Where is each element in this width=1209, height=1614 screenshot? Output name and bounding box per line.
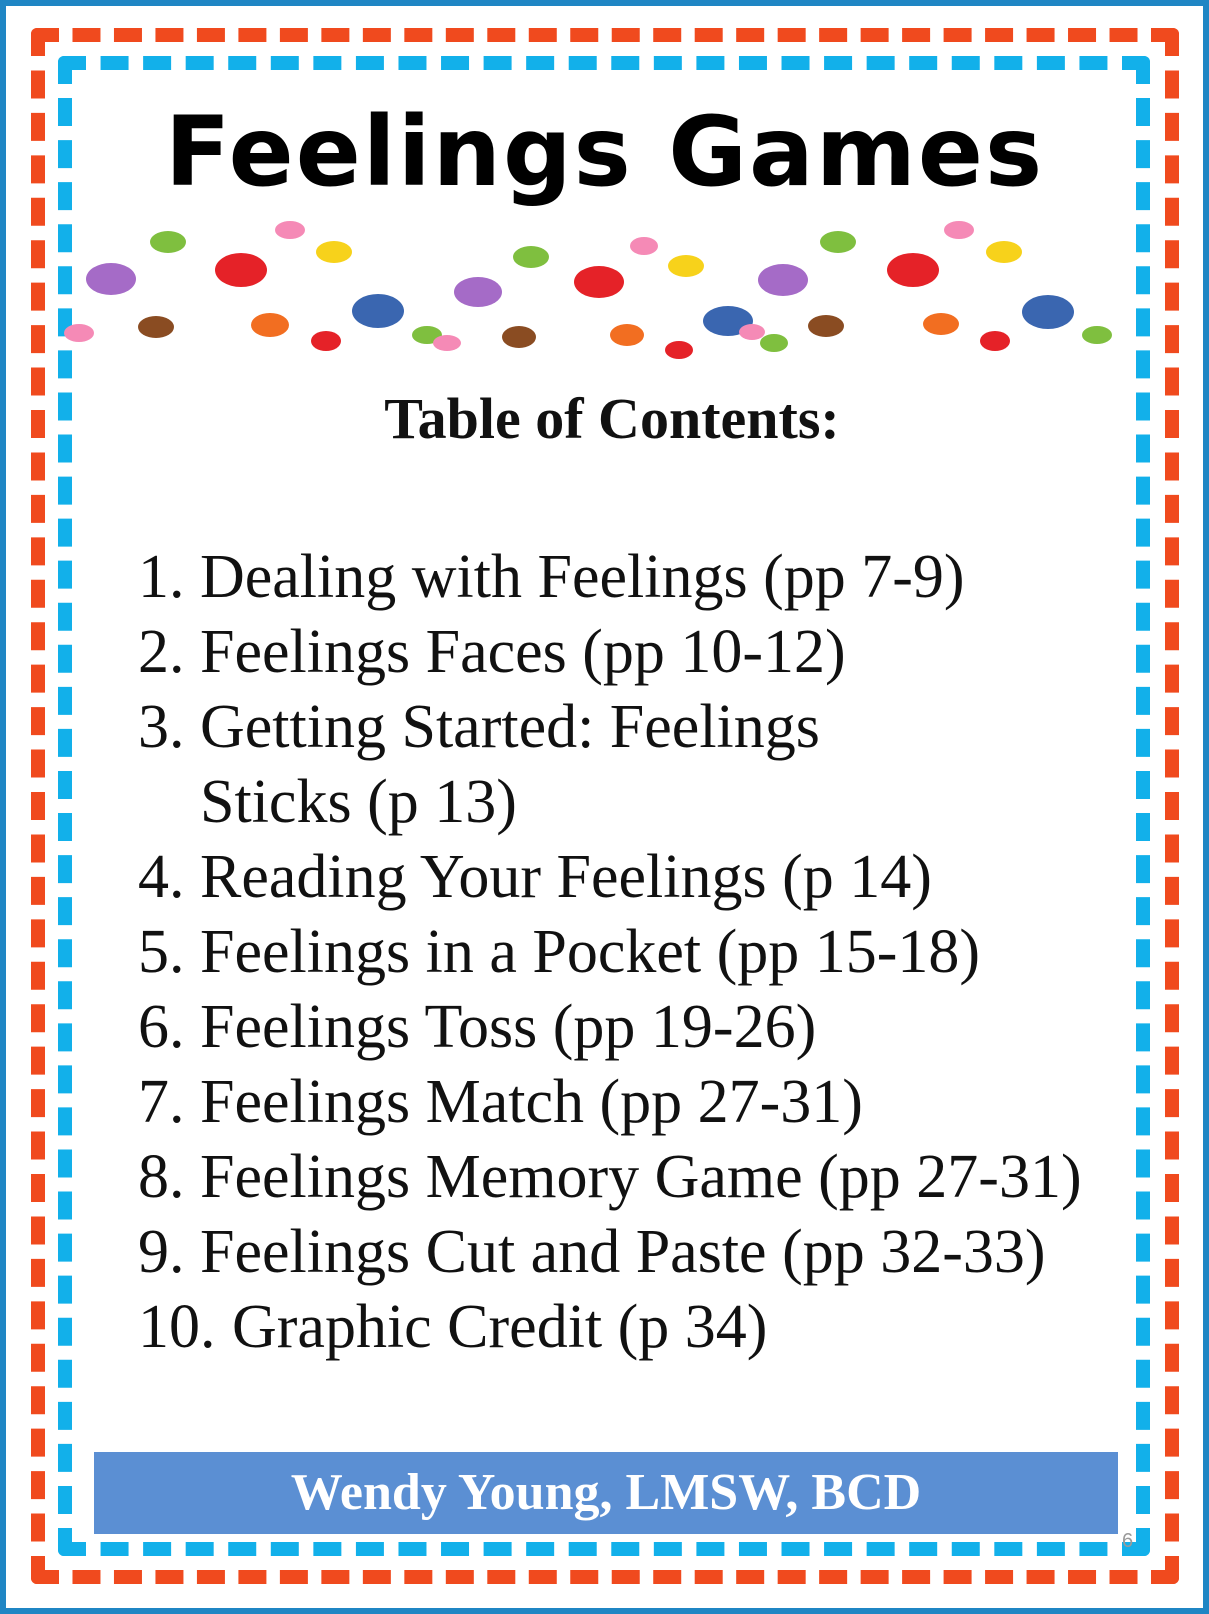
toc-item-number: 1. bbox=[138, 543, 185, 611]
toc-item-text: Reading Your Feelings (p 14) bbox=[200, 843, 932, 911]
toc-item-number: 7. bbox=[138, 1068, 185, 1136]
toc-item-number: 3. bbox=[138, 693, 185, 761]
toc-item-number: 6. bbox=[138, 993, 185, 1061]
toc-item bbox=[138, 915, 1098, 990]
toc-item bbox=[138, 990, 1098, 1065]
toc-item-number: 9. bbox=[138, 1218, 185, 1286]
toc-item bbox=[138, 1140, 1098, 1215]
toc-item-text: Feelings in a Pocket (pp 15-18) bbox=[200, 918, 981, 986]
toc-item-number: 8. bbox=[138, 1143, 185, 1211]
toc-item-text: Feelings Faces (pp 10-12) bbox=[200, 618, 846, 686]
toc-item-text: Getting Started: Feelings Sticks (p 13) bbox=[200, 693, 820, 836]
toc-item-text: Feelings Memory Game (pp 27-31) bbox=[200, 1143, 1082, 1211]
toc-item bbox=[138, 540, 1098, 615]
toc-item bbox=[138, 840, 1098, 915]
toc-item bbox=[138, 1290, 1098, 1365]
author-name: Wendy Young, LMSW, BCD bbox=[290, 1464, 922, 1521]
toc-item-text: Dealing with Feelings (pp 7-9) bbox=[200, 543, 965, 611]
toc-item bbox=[138, 1065, 1098, 1140]
toc-item-number: 5. bbox=[138, 918, 185, 986]
toc-item-text: Feelings Match (pp 27-31) bbox=[200, 1068, 863, 1136]
page-title: Feelings Games bbox=[164, 96, 1045, 208]
toc-item bbox=[138, 1215, 1098, 1290]
toc-item-number: 4. bbox=[138, 843, 185, 911]
author-banner bbox=[94, 1452, 1118, 1534]
toc-item bbox=[138, 690, 1098, 840]
toc-item-text: Feelings Toss (pp 19-26) bbox=[200, 993, 817, 1061]
toc-item-text: Graphic Credit (p 34) bbox=[232, 1293, 768, 1361]
toc-heading: Table of Contents: bbox=[384, 386, 840, 451]
page-number: 6 bbox=[1122, 1530, 1134, 1552]
toc-item-number: 10. bbox=[138, 1293, 216, 1361]
toc-item-number: 2. bbox=[138, 618, 185, 686]
toc-item-text: Feelings Cut and Paste (pp 32-33) bbox=[200, 1218, 1046, 1286]
toc-item bbox=[138, 615, 1098, 690]
toc-list bbox=[138, 540, 1098, 1365]
